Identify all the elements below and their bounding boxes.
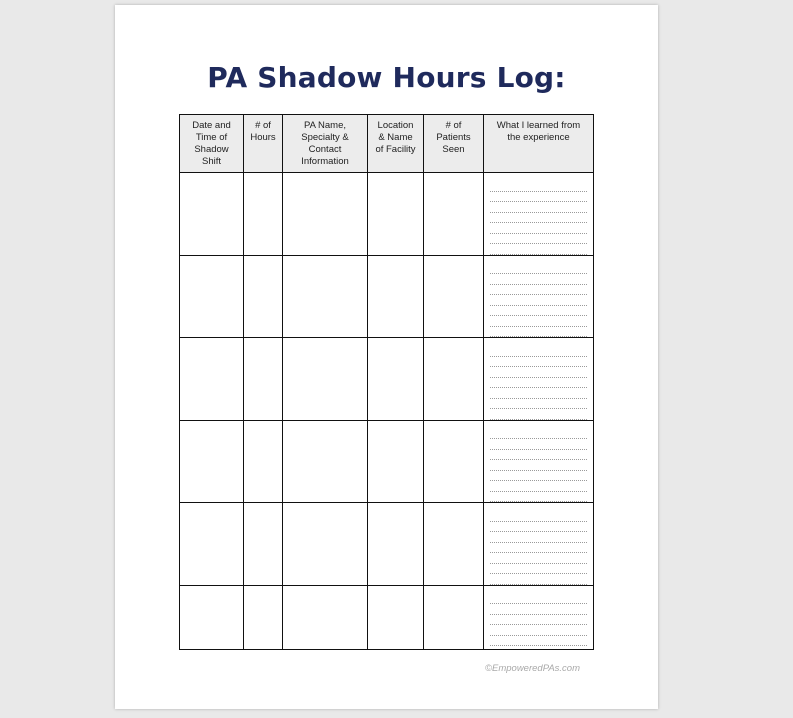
cell-location[interactable]: [368, 338, 424, 421]
cell-patients-seen[interactable]: [424, 420, 484, 503]
cell-patients-seen[interactable]: [424, 173, 484, 256]
cell-date-time[interactable]: [180, 585, 244, 649]
header-what-i-learned: What I learned from the experience: [484, 115, 594, 173]
cell-pa-name[interactable]: [283, 585, 368, 649]
document-page: [115, 5, 658, 709]
cell-pa-name[interactable]: [283, 255, 368, 338]
cell-pa-name[interactable]: [283, 503, 368, 586]
cell-patients-seen[interactable]: [424, 255, 484, 338]
header-patients-seen: # of Patients Seen: [424, 115, 484, 173]
cell-what-i-learned[interactable]: [484, 420, 594, 503]
cell-what-i-learned[interactable]: [484, 173, 594, 256]
copyright-footer: ©EmpoweredPAs.com: [485, 663, 580, 674]
cell-date-time[interactable]: [180, 255, 244, 338]
header-location: Location & Name of Facility: [368, 115, 424, 173]
cell-hours[interactable]: [244, 585, 283, 649]
cell-date-time[interactable]: [180, 420, 244, 503]
table-row: [180, 420, 594, 503]
cell-date-time[interactable]: [180, 338, 244, 421]
writing-lines: [484, 503, 593, 585]
cell-location[interactable]: [368, 173, 424, 256]
cell-what-i-learned[interactable]: [484, 585, 594, 649]
cell-what-i-learned[interactable]: [484, 503, 594, 586]
cell-what-i-learned[interactable]: [484, 338, 594, 421]
cell-hours[interactable]: [244, 420, 283, 503]
cell-location[interactable]: [368, 420, 424, 503]
table-row: [180, 585, 594, 649]
cell-pa-name[interactable]: [283, 338, 368, 421]
cell-hours[interactable]: [244, 338, 283, 421]
writing-lines: [484, 256, 593, 338]
header-hours: # of Hours: [244, 115, 283, 173]
table-header-row: [180, 115, 594, 173]
cell-location[interactable]: [368, 585, 424, 649]
writing-lines: [484, 421, 593, 503]
cell-hours[interactable]: [244, 255, 283, 338]
shadow-hours-table: [179, 114, 594, 650]
cell-location[interactable]: [368, 503, 424, 586]
table-row: [180, 173, 594, 256]
cell-date-time[interactable]: [180, 503, 244, 586]
cell-what-i-learned[interactable]: [484, 255, 594, 338]
header-pa-name: PA Name, Specialty & Contact Information: [283, 115, 368, 173]
writing-lines: [484, 338, 593, 420]
header-date-time: Date and Time of Shadow Shift: [180, 115, 244, 173]
cell-hours[interactable]: [244, 503, 283, 586]
cell-location[interactable]: [368, 255, 424, 338]
page-title: PA Shadow Hours Log:: [207, 61, 566, 94]
cell-date-time[interactable]: [180, 173, 244, 256]
cell-pa-name[interactable]: [283, 420, 368, 503]
cell-patients-seen[interactable]: [424, 338, 484, 421]
cell-pa-name[interactable]: [283, 173, 368, 256]
writing-lines: [484, 586, 593, 649]
writing-lines: [484, 173, 593, 255]
cell-patients-seen[interactable]: [424, 585, 484, 649]
table-row: [180, 503, 594, 586]
table-row: [180, 255, 594, 338]
table-row: [180, 338, 594, 421]
cell-hours[interactable]: [244, 173, 283, 256]
cell-patients-seen[interactable]: [424, 503, 484, 586]
